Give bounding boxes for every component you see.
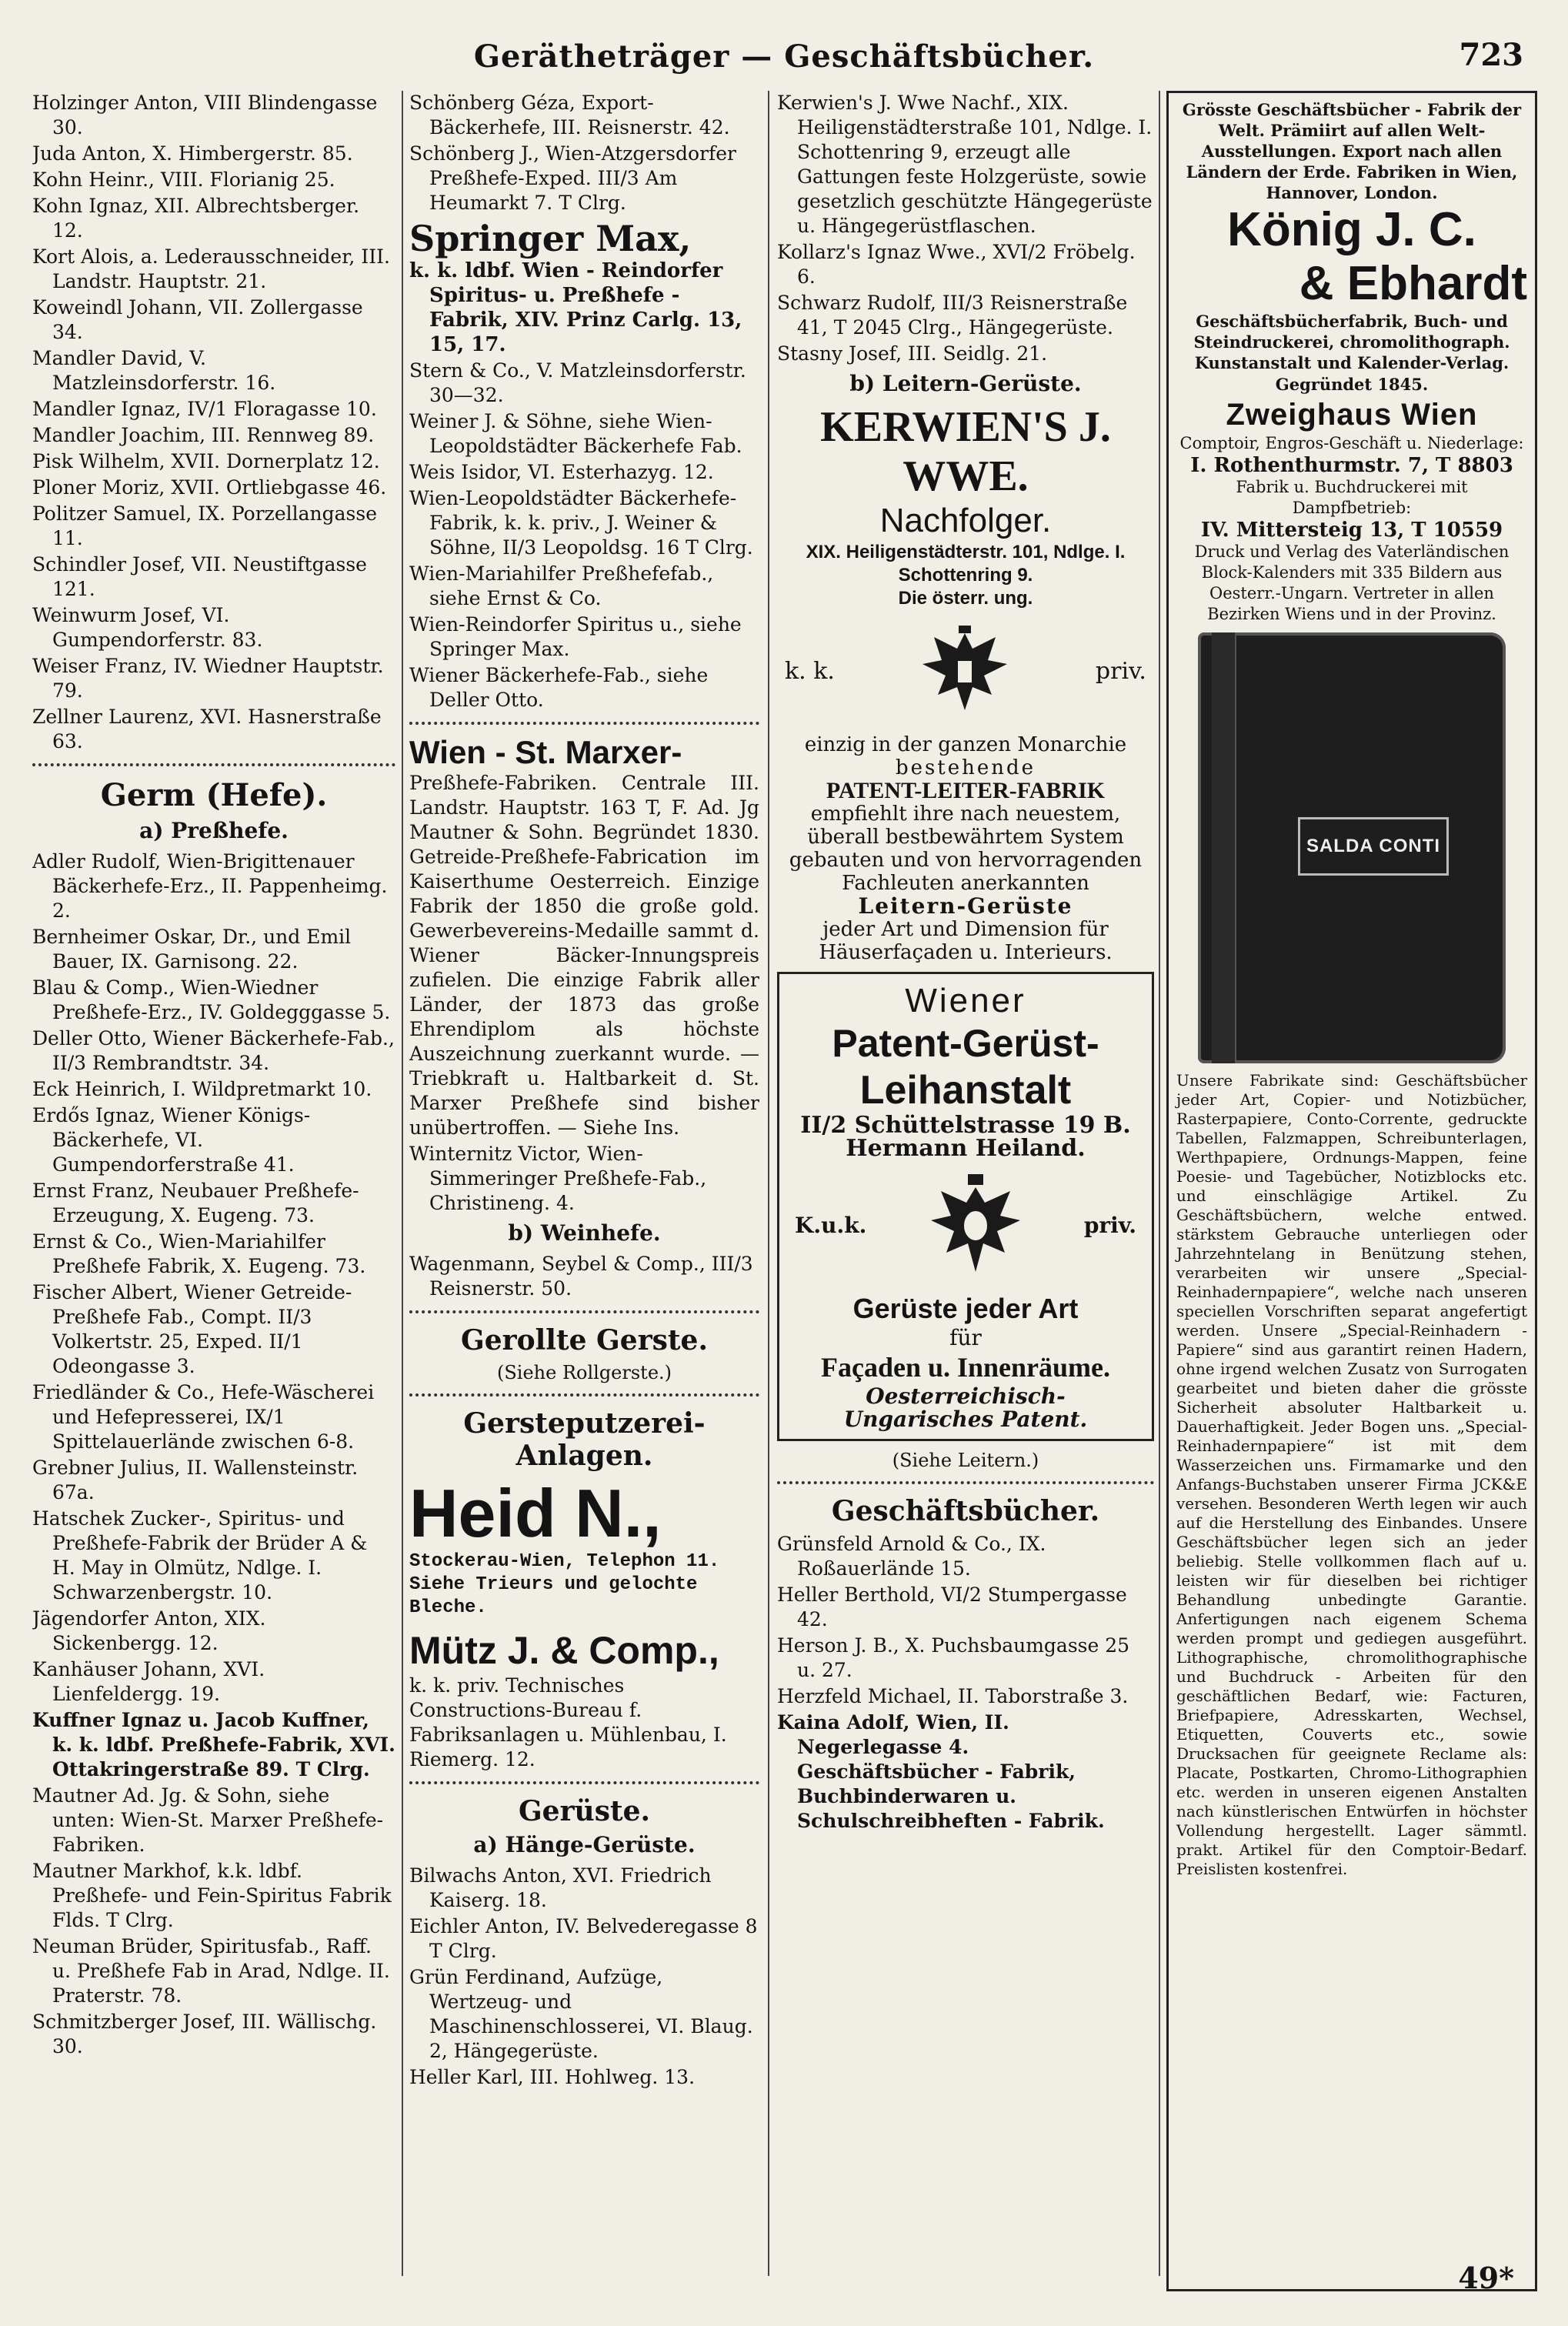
column-3 [777,91,1154,2291]
list-item: Politzer Samuel, IX. Porzellangasse 11. [32,502,377,549]
section-heading: Geschäftsbücher. [831,1495,1100,1527]
double-eagle-icon [922,1168,1029,1283]
kerwien-body-3: PATENT-LEITER-FABRIK [826,778,1106,803]
list-item: Erdős Ignaz, Wiener Königs-Bäckerhefe, VI. Gumpendorferstraße 41. [32,1104,311,1176]
page-header-title: Gerätheträger — Geschäftsbücher. [473,38,1095,75]
section-heading: Gersteputzerei-Anlagen. [463,1407,706,1472]
list-item: Kaina Adolf, Wien, II. Negerlegasse 4. Geschäftsbücher - Fabrik, Buchbinderwaren u. Schulschreibheften - Fabrik. [777,1711,1105,1832]
list-item: Weis Isidor, VI. Esterhazyg. 12. [409,461,714,483]
list-item: Heller Berthold, VI/2 Stumpergasse 42. [777,1583,1127,1630]
subsection-heading: a) Preßhefe. [139,818,289,843]
koenig-desc: Geschäftsbücherfabrik, Buch- und Steindruckerei, chromolithograph. Kunstanstalt und Kalender-Verlag. [1193,312,1510,372]
subsection-heading: b) Weinhefe. [508,1220,661,1246]
list-item: Kort Alois, a. Lederausschneider, III. Landstr. Hauptstr. 21. [32,245,390,292]
heid-name: Heid N., [409,1475,662,1551]
list-item: Kohn Ignaz, XII. Albrechtsberger. 12. [32,195,360,242]
section-heading: Gerollte Gerste. [461,1324,708,1357]
list-item: Herson J. B., X. Puchsbaumgasse 25 u. 27. [777,1634,1130,1681]
book-label: SALDA CONTI [1306,836,1441,856]
kerwien-body-5: Leitern-Gerüste [858,893,1073,919]
heiland-gerueste: Gerüste jeder Art [852,1293,1079,1324]
list-item: Adler Rudolf, Wien-Brigittenauer Bäckerhefe-Erz., II. Pappenheimg. 2. [32,850,388,922]
list-item: Kollarz's Ignaz Wwe., XVI/2 Fröbelg. 6. [777,241,1136,288]
kerwien-body-6: jeder Art und Dimension für Häuserfaçaden u. Interieurs. [819,918,1113,964]
heiland-facaden: Façaden u. Innenräume. [820,1352,1111,1383]
list-item: Ernst & Co., Wien-Mariahilfer Preßhefe Fabrik, X. Eugeng. 73. [32,1230,366,1277]
koenig-fabrik: Fabrik u. Buchdruckerei mit Dampfbetrieb: [1236,478,1468,517]
list-item: Ploner Moriz, XVII. Ortliebgasse 46. [32,476,387,499]
muetz-name: Mütz J. & Comp., [409,1629,719,1672]
kk-label: k. k. [785,658,835,685]
list-item: Kanhäuser Johann, XVI. Lienfeldergg. 19. [32,1658,265,1705]
priv-label: priv. [1095,658,1146,685]
heiland-name: Hermann Heiland. [846,1135,1086,1162]
dotted-separator [409,1393,759,1397]
double-eagle-icon [911,618,1019,726]
kerwien-oest: Die österr. ung. [898,588,1033,609]
list-item: Wagenmann, Seybel & Comp., III/3 Reisnerstr. 50. [409,1253,753,1300]
koenig-top-ad: Grösste Geschäftsbücher - Fabrik der Welt. Prämiirt auf allen Welt-Ausstellungen. Export nach allen Ländern der Erde. Fabriken in Wien, Hannover, London. [1182,100,1522,202]
list-item: Bernheimer Oskar, Dr., und Emil Bauer, IX. Garnisong. 22. [32,926,352,973]
list-item: Mautner Markhof, k.k. ldbf. Preßhefe- und Fein-Spiritus Fabrik Flds. T Clrg. [32,1860,392,1931]
list-item: Friedländer & Co., Hefe-Wäscherei und Hefepresserei, IX/1 Spittelauerlände zwischen 6-8. [32,1381,375,1453]
list-item: Schönberg Géza, Export-Bäckerhefe, III. Reisnerstr. 42. [409,92,730,138]
list-item: Schwarz Rudolf, III/3 Reisnerstraße 41, T 2045 Clrg., Hängegerüste. [777,292,1128,339]
list-item: Stasny Josef, III. Seidlg. 21. [777,342,1048,365]
marxer-text: Preßhefe-Fabriken. Centrale III. Landstr. Hauptstr. 163 T, F. Ad. Jg Mautner & Sohn. Begründet 1830. Getreide-Preßhefe-Fabrication im Kaiserthume Oesterreich. Einzige Fabrik der 1850 die große gold. Gewerbevereins-Medaille sammt d. Wiener Bäcker-Innungspreis zufielen. Die einzige Fabrik aller Länder, der 1873 das große Ehrendiplom als höchste Auszeichnung zuerkannt wurde. — Triebkraft u. Haltbarkeit d. St. Marxer Preßhefe sind bisher unübertroffen. — Siehe Ins. [409,772,759,1139]
heiland-fuer: für [949,1325,982,1350]
column-divider [768,91,769,2276]
list-item: Jägendorfer Anton, XIX. Sickenbergg. 12. [32,1607,266,1654]
list-item: Wien-Mariahilfer Preßhefefab., siehe Ernst & Co. [409,562,714,609]
list-item: Deller Otto, Wiener Bäckerhefe-Fab., II/3 Rembrandtstr. 34. [32,1027,395,1074]
kerwien-nachfolger: Nachfolger. [879,502,1052,539]
list-item: Kerwien's J. Wwe Nachf., XIX. Heiligenstädterstraße 101, Ndlge. I. Schottenring 9, erzeugt alle Gattungen feste Holzgerüste, sowie gesetzlich geschützte Hängegerüste u. Hängegerüstflaschen. [777,92,1153,237]
kerwien-ad [777,402,1154,964]
list-item: Grebner Julius, II. Wallensteinstr. 67a. [32,1457,359,1503]
list-item: Neuman Brüder, Spiritusfab., Raff. u. Preßhefe Fab in Arad, Ndlge. II. Praterstr. 78. [32,1935,390,2007]
subsection-heading: b) Leitern-Gerüste. [849,371,1082,396]
list-item: Juda Anton, X. Himbergerstr. 85. [32,142,353,165]
heiland-leih: Leihanstalt [859,1068,1072,1113]
heiland-top: Wiener [905,982,1026,1020]
heiland-address: II/2 Schüttelstrasse 19 B. [800,1112,1131,1139]
springer-name: Springer Max, [409,218,692,259]
list-item: Weiser Franz, IV. Wiedner Hauptstr. 79. [32,655,384,702]
list-item: Stern & Co., V. Matzleinsdorferstr. 30—32. [409,359,746,406]
list-item: Pisk Wilhelm, XVII. Dornerplatz 12. [32,450,380,472]
list-item: Schmitzberger Josef, III. Wällischg. 30. [32,2011,377,2057]
heid-text: Stockerau-Wien, Telephon 11. Siehe Trieurs und gelochte Bleche. [409,1551,720,1618]
koenig-name: König J. C. [1227,203,1476,256]
heiland-ung: Ungarisches Patent. [843,1407,1088,1432]
list-item: Eck Heinrich, I. Wildpretmarkt 10. [32,1078,372,1100]
dotted-separator [409,722,759,725]
section-heading: Gerüste. [518,1795,651,1827]
list-item: Mandler Ignaz, IV/1 Floragasse 10. [32,398,377,420]
list-item: Wien-Reindorfer Spiritus u., siehe Springer Max. [409,613,742,660]
list-item: Eichler Anton, IV. Belvederegasse 8 T Clrg. [409,1915,758,1962]
list-item: Fischer Albert, Wiener Getreide-Preßhefe Fab., Compt. II/3 Volkertstr. 25, Exped. II/1 Odeongasse 3. [32,1281,352,1377]
heiland-ad [777,972,1154,1441]
list-item: Mandler David, V. Matzleinsdorferstr. 16. [32,347,276,394]
list-item: Hatschek Zucker-, Spiritus- und Preßhefe-Fabrik der Brüder A & H. May in Olmütz, Ndlge. I. Schwarzenbergstr. 10. [32,1507,368,1604]
list-item: Schindler Josef, VII. Neustiftgasse 121. [32,553,367,600]
kerwien-body-1: einzig in der ganzen Monarchie [804,733,1127,756]
cross-reference: (Siehe Leitern.) [892,1450,1039,1471]
koenig-rothenthurm: I. Rothenthurmstr. 7, T 8803 [1190,454,1513,477]
list-item: Zellner Laurenz, XVI. Hasnerstraße 63. [32,706,382,753]
koenig-body: Unsere Fabrikate sind: Geschäftsbücher jeder Art, Copier- und Notizbücher, Rasterpapiere, Conto-Corrente, gedruckte Tabellen, Falzmappen, Schreibunterlagen, Werthpapiere, Ordnungs-Mappen, feine Poesie- und Tagebücher, Notizblocks etc. und einschlägige Artikel. Zu Geschäftsbüchern, welche entwed. stärkstem Gebrauche unterliegen oder Jahrzehntelang in Benützung stehen, verarbeiten wir unsere „Special-Reinhadernpapiere“, welche nach unseren speciellen Vorschriften separat angefertigt werden. Unsere „Special-Reinhadern - Papiere“ sind aus garantirt reinen Hadern, ohne irgend welchen Zusatz von Surrogaten gearbeitet und bieten daher die grösste Sicherheit absoluter Haltbarkeit u. Dauerhaftigkeit. Jeder Bogen uns. „Special-Reinhadernpapiere“ ist mit dem Wasserzeichen uns. Firmamarke und den Anfangs-Buchstaben unserer Firma JCK&E versehen. Besonderen Werth legen wir auch auf die Herstellung des Einbandes. Unsere Geschäftsbücher legen sich an jeder beliebig. Stelle vollkommen flach auf u. leisten wir für dieselben bei richtiger Behandlung unbedingte Garantie. Anfertigungen nach eigenem Schema werden prompt und gediegen ausgeführt. Lithographische, chromolithographische und Buchdruck - Arbeiten für den geschäftlichen Bedarf, wie: Facturen, Briefpapiere, Adresskarten, Wechsel, Etiquetten, Couverts etc., sowie Drucksachen für geeignete Reclame als: Placate, Postkarten, Chromo-Lithographien etc. werden in unseren eigenen Anstalten nach künstlerischen Entwürfen in höchster Vollendung hergestellt. Lager sämmtl. prakt. Artikel für den Comptoir-Bedarf. Preislisten kostenfrei. [1176,1071,1527,1878]
list-item: Bilwachs Anton, XVI. Friedrich Kaiserg. 18. [409,1864,712,1911]
koenig-comptoir: Comptoir, Engros-Geschäft u. Niederlage: [1179,434,1524,452]
koenig-founded: Gegründet 1845. [1275,375,1429,394]
dotted-separator [409,1310,759,1313]
subsection-heading: a) Hänge-Gerüste. [473,1832,696,1857]
ebhardt-name: & Ebhardt [1299,257,1527,310]
dotted-separator [409,1781,759,1784]
priv-label: priv. [1083,1213,1136,1238]
column-divider [402,91,403,2276]
list-item: Ernst Franz, Neubauer Preßhefe-Erzeugung, X. Eugeng. 73. [32,1180,359,1226]
kerwien-address: XIX. Heiligenstädterstr. 101, Ndlge. I. Schottenring 9. [806,542,1126,586]
page-number: 723 [1459,37,1523,73]
list-item: Heller Karl, III. Hohlweg. 13. [409,2066,696,2088]
column-2 [409,91,759,2291]
list-item: Mandler Joachim, III. Rennweg 89. [32,424,375,446]
list-item: Winternitz Victor, Wien-Simmeringer Preßhefe-Fab., Christineng. 4. [409,1143,707,1214]
list-item: Holzinger Anton, VIII Blindengasse 30. [32,92,378,138]
muetz-text: k. k. priv. Technisches Constructions-Bureau f. Fabriksanlagen u. Mühlenbau, I. Riemerg. 12. [409,1674,727,1770]
cross-reference: (Siehe Rollgerste.) [496,1362,672,1383]
list-item: Herzfeld Michael, II. Taborstraße 3. [777,1685,1129,1707]
kerwien-body-2: bestehende [895,756,1036,779]
list-item: Koweindl Johann, VII. Zollergasse 34. [32,296,363,343]
page-mark: 49* [1458,2261,1514,2295]
column-4 [1166,91,1537,2291]
kerwien-body-4: empfiehlt ihre nach neuestem, überall bestbewährtem System gebauten und von hervorragenden Fachleuten anerkannten [789,803,1143,895]
list-item: Grün Ferdinand, Aufzüge, Wertzeug- und Maschinenschlosserei, VI. Blaug. 2, Hängegerüste. [409,1966,753,2062]
koenig-druck: Druck und Verlag des Vaterländischen Block-Kalenders mit 335 Bildern aus Oesterr.-Ungarn. Vertreter in allen Bezirken Wiens und in der Provinz. [1194,542,1510,623]
section-heading: Germ (Hefe). [100,777,328,813]
list-item: Grünsfeld Arnold & Co., IX. Roßauerlände 15. [777,1533,1046,1580]
koenig-zweighaus: Zweighaus Wien [1226,398,1478,432]
list-item: Blau & Comp., Wien-Wiedner Preßhefe-Erz., IV. Goldegggasse 5. [32,976,391,1023]
heiland-patent: Patent-Gerüst- [832,1022,1099,1065]
list-item: Kuffner Ignaz u. Jacob Kuffner, k. k. ldbf. Preßhefe-Fabrik, XVI. Ottakringerstraße 89. T Clrg. [32,1709,395,1780]
koenig-mittersteig: IV. Mittersteig 13, T 10559 [1200,519,1503,542]
heiland-oest: Oesterreichisch- [866,1383,1066,1409]
list-item: Weinwurm Josef, VI. Gumpendorferstr. 83. [32,604,263,651]
list-item: Wien-Leopoldstädter Bäckerhefe-Fabrik, k. k. priv., J. Weiner & Söhne, II/3 Leopoldsg. 16 T Clrg. [409,487,753,559]
springer-text: k. k. ldbf. Wien - Reindorfer Spiritus- u. Preßhefe - Fabrik, XIV. Prinz Carlg. 13, 15, 17. [409,259,742,356]
kerwien-title: KERWIEN'S J. WWE. [820,403,1111,500]
column-1 [32,91,395,2291]
list-item: Schönberg J., Wien-Atzgersdorfer Preßhefe-Exped. III/3 Am Heumarkt 7. T Clrg. [409,142,737,214]
list-item: Weiner J. & Söhne, siehe Wien-Leopoldstädter Bäckerhefe Fab. [409,410,742,457]
list-item: Kohn Heinr., VIII. Florianig 25. [32,169,335,191]
list-item: Mautner Ad. Jg. & Sohn, siehe unten: Wien-St. Marxer Preßhefe-Fabriken. [32,1784,384,1856]
marxer-title: Wien - St. Marxer- [409,734,682,770]
kuk-label: K.u.k. [795,1213,867,1238]
book-illustration [1198,632,1506,1063]
list-item: Wiener Bäckerhefe-Fab., siehe Deller Otto. [409,664,709,711]
dotted-separator [777,1481,1154,1484]
column-divider [1159,91,1160,2276]
dotted-separator [32,763,395,766]
